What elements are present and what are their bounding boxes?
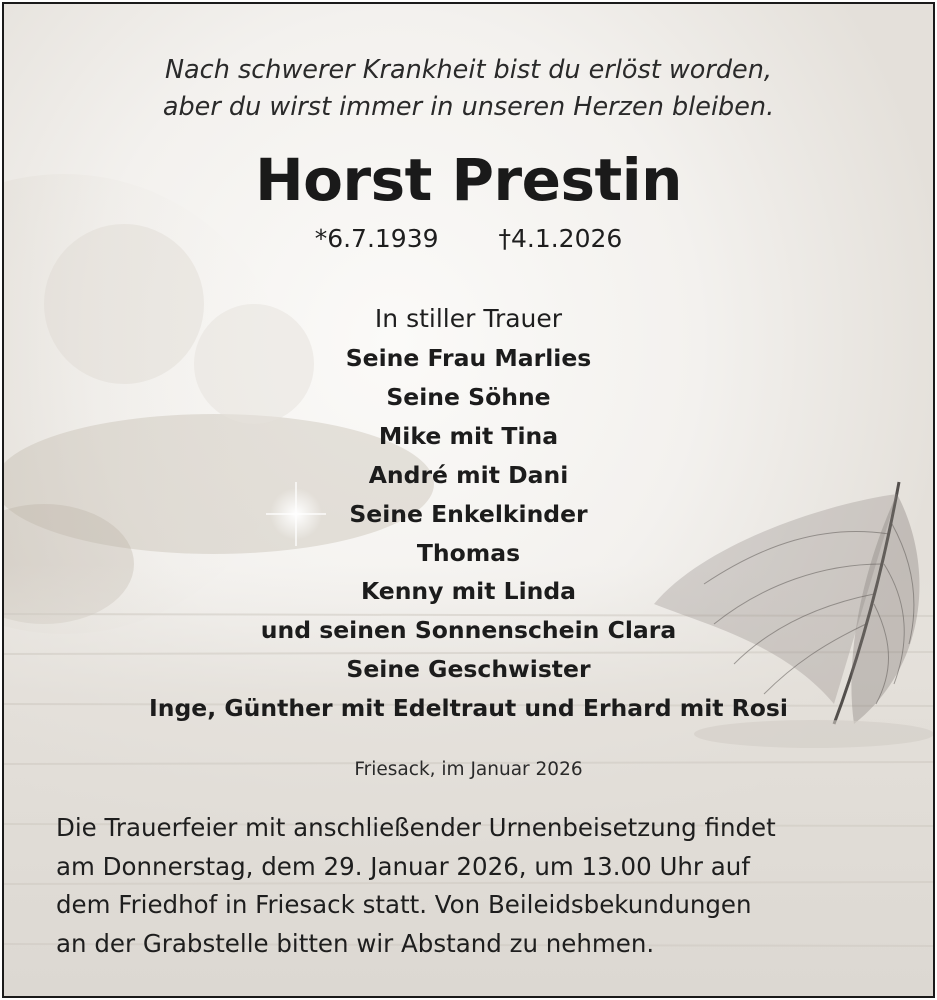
mourner-line: Seine Enkelkinder bbox=[349, 499, 588, 528]
death-date: †4.1.2026 bbox=[498, 224, 623, 253]
verse-line-2: aber du wirst immer in unseren Herzen bleiben. bbox=[162, 92, 775, 122]
life-dates bbox=[4, 222, 933, 256]
mourner-line: Seine Frau Marlies bbox=[345, 344, 592, 372]
verse-line-1: Nach schwerer Krankheit bist du erlöst worden, bbox=[164, 55, 772, 85]
ceremony-line: am Donnerstag, dem 29. Januar 2026, um 13.00 Uhr auf bbox=[56, 851, 750, 881]
mourners-list bbox=[4, 339, 933, 728]
mourning-intro: In stiller Trauer bbox=[374, 304, 563, 333]
birth-date: *6.7.1939 bbox=[314, 224, 439, 253]
mourner-line: Thomas bbox=[416, 538, 521, 567]
mourner-line: André mit Dani bbox=[368, 460, 569, 489]
mourner-line: Seine Söhne bbox=[386, 382, 551, 411]
ceremony-line: dem Friedhof in Friesack statt. Von Beileidsbekundungen bbox=[56, 890, 752, 919]
ceremony-line: an der Grabstelle bitten wir Abstand zu nehmen. bbox=[56, 928, 655, 958]
mourner-line: Inge, Günther mit Edeltraut und Erhard mit Rosi bbox=[149, 694, 788, 723]
obituary-notice bbox=[2, 2, 935, 998]
notice-content bbox=[4, 4, 933, 996]
ceremony-line: Die Trauerfeier mit anschließender Urnenbeisetzung findet bbox=[56, 813, 776, 842]
mourner-line: und seinen Sonnenschein Clara bbox=[260, 616, 677, 645]
mourner-line: Kenny mit Linda bbox=[360, 577, 577, 606]
memorial-verse bbox=[4, 52, 933, 126]
deceased-name: Horst Prestin bbox=[255, 146, 682, 214]
mourner-line: Seine Geschwister bbox=[346, 655, 591, 684]
funeral-ceremony-text bbox=[56, 809, 886, 963]
place-and-date: Friesack, im Januar 2026 bbox=[354, 759, 583, 780]
mourner-line: Mike mit Tina bbox=[378, 421, 559, 450]
